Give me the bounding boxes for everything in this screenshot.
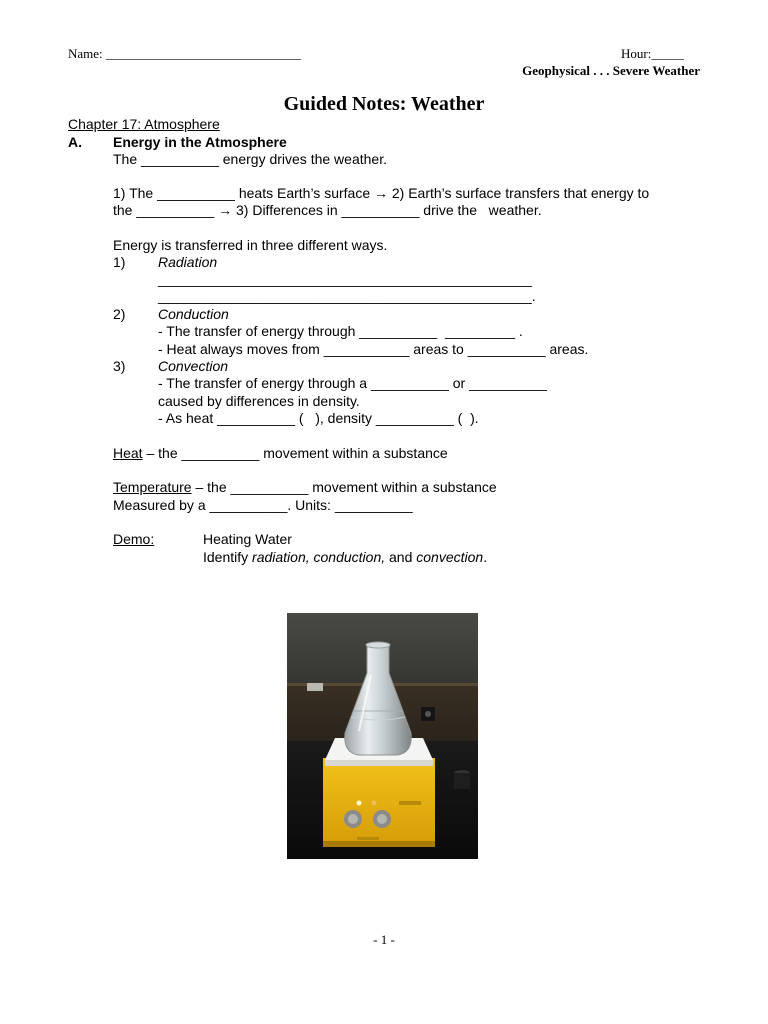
chapter-heading: Chapter 17: Atmosphere [68,116,220,132]
list-number: 3) [113,358,126,374]
conduction-title: Conduction [158,306,229,322]
heat-def-text: – the __________ movement within a substance [142,445,448,461]
heat-definition [113,445,448,462]
hotplate-flask-illustration [287,613,478,859]
text-line: - As heat __________ ( ), density __________ ( ). [158,410,479,426]
identify-line [203,549,487,566]
list-number: 1) [113,254,126,270]
blank-line: ________________________________________________ [158,271,532,287]
heat-term: Heat [113,445,143,461]
temperature-definition [113,479,497,496]
radiation-title: Radiation [158,254,218,270]
identify-pre: Identify [203,549,253,565]
text-line: 1) The __________ heats Earth’s surface → 2) Earth’s surface transfers that energy to [113,185,650,201]
page-number: - 1 - [373,932,395,947]
text-line: The __________ energy drives the weather. [113,151,387,167]
section-letter: A. [68,134,82,150]
temperature-term: Temperature [113,479,192,495]
demo-photo [287,613,478,859]
page-title: Guided Notes: Weather [283,93,485,115]
convection-title: Convection [158,358,229,374]
hour-field-line[interactable]: Hour:_____ [621,46,684,61]
name-field-line[interactable]: Name: ______________________________ [68,46,301,61]
identify-end: . [483,549,488,565]
blank-line: ________________________________________________. [158,288,536,304]
text-line: Energy is transferred in three different ways. [113,237,388,253]
identify-rad: radiation, conduction, [252,549,386,565]
section-heading: Energy in the Atmosphere [113,134,287,150]
text-line: the __________ → 3) Differences in __________ drive the weather. [113,202,542,218]
text-line: - The transfer of energy through a __________ or __________ [158,375,547,391]
identify-conv: convection [416,549,484,565]
text-line: - Heat always moves from ___________ areas to __________ areas. [158,341,589,357]
demo-label: Demo: [113,531,155,547]
text-line: - The transfer of energy through __________ _________ . [158,323,523,339]
text-line: Measured by a __________. Units: __________ [113,497,413,513]
demo-title: Heating Water [203,531,292,547]
course-label: Geophysical . . . Severe Weather [522,63,700,78]
identify-and: and [385,549,417,565]
list-number: 2) [113,306,126,322]
text-line: caused by differences in density. [158,393,360,409]
temperature-def-text: – the __________ movement within a substance [191,479,497,495]
